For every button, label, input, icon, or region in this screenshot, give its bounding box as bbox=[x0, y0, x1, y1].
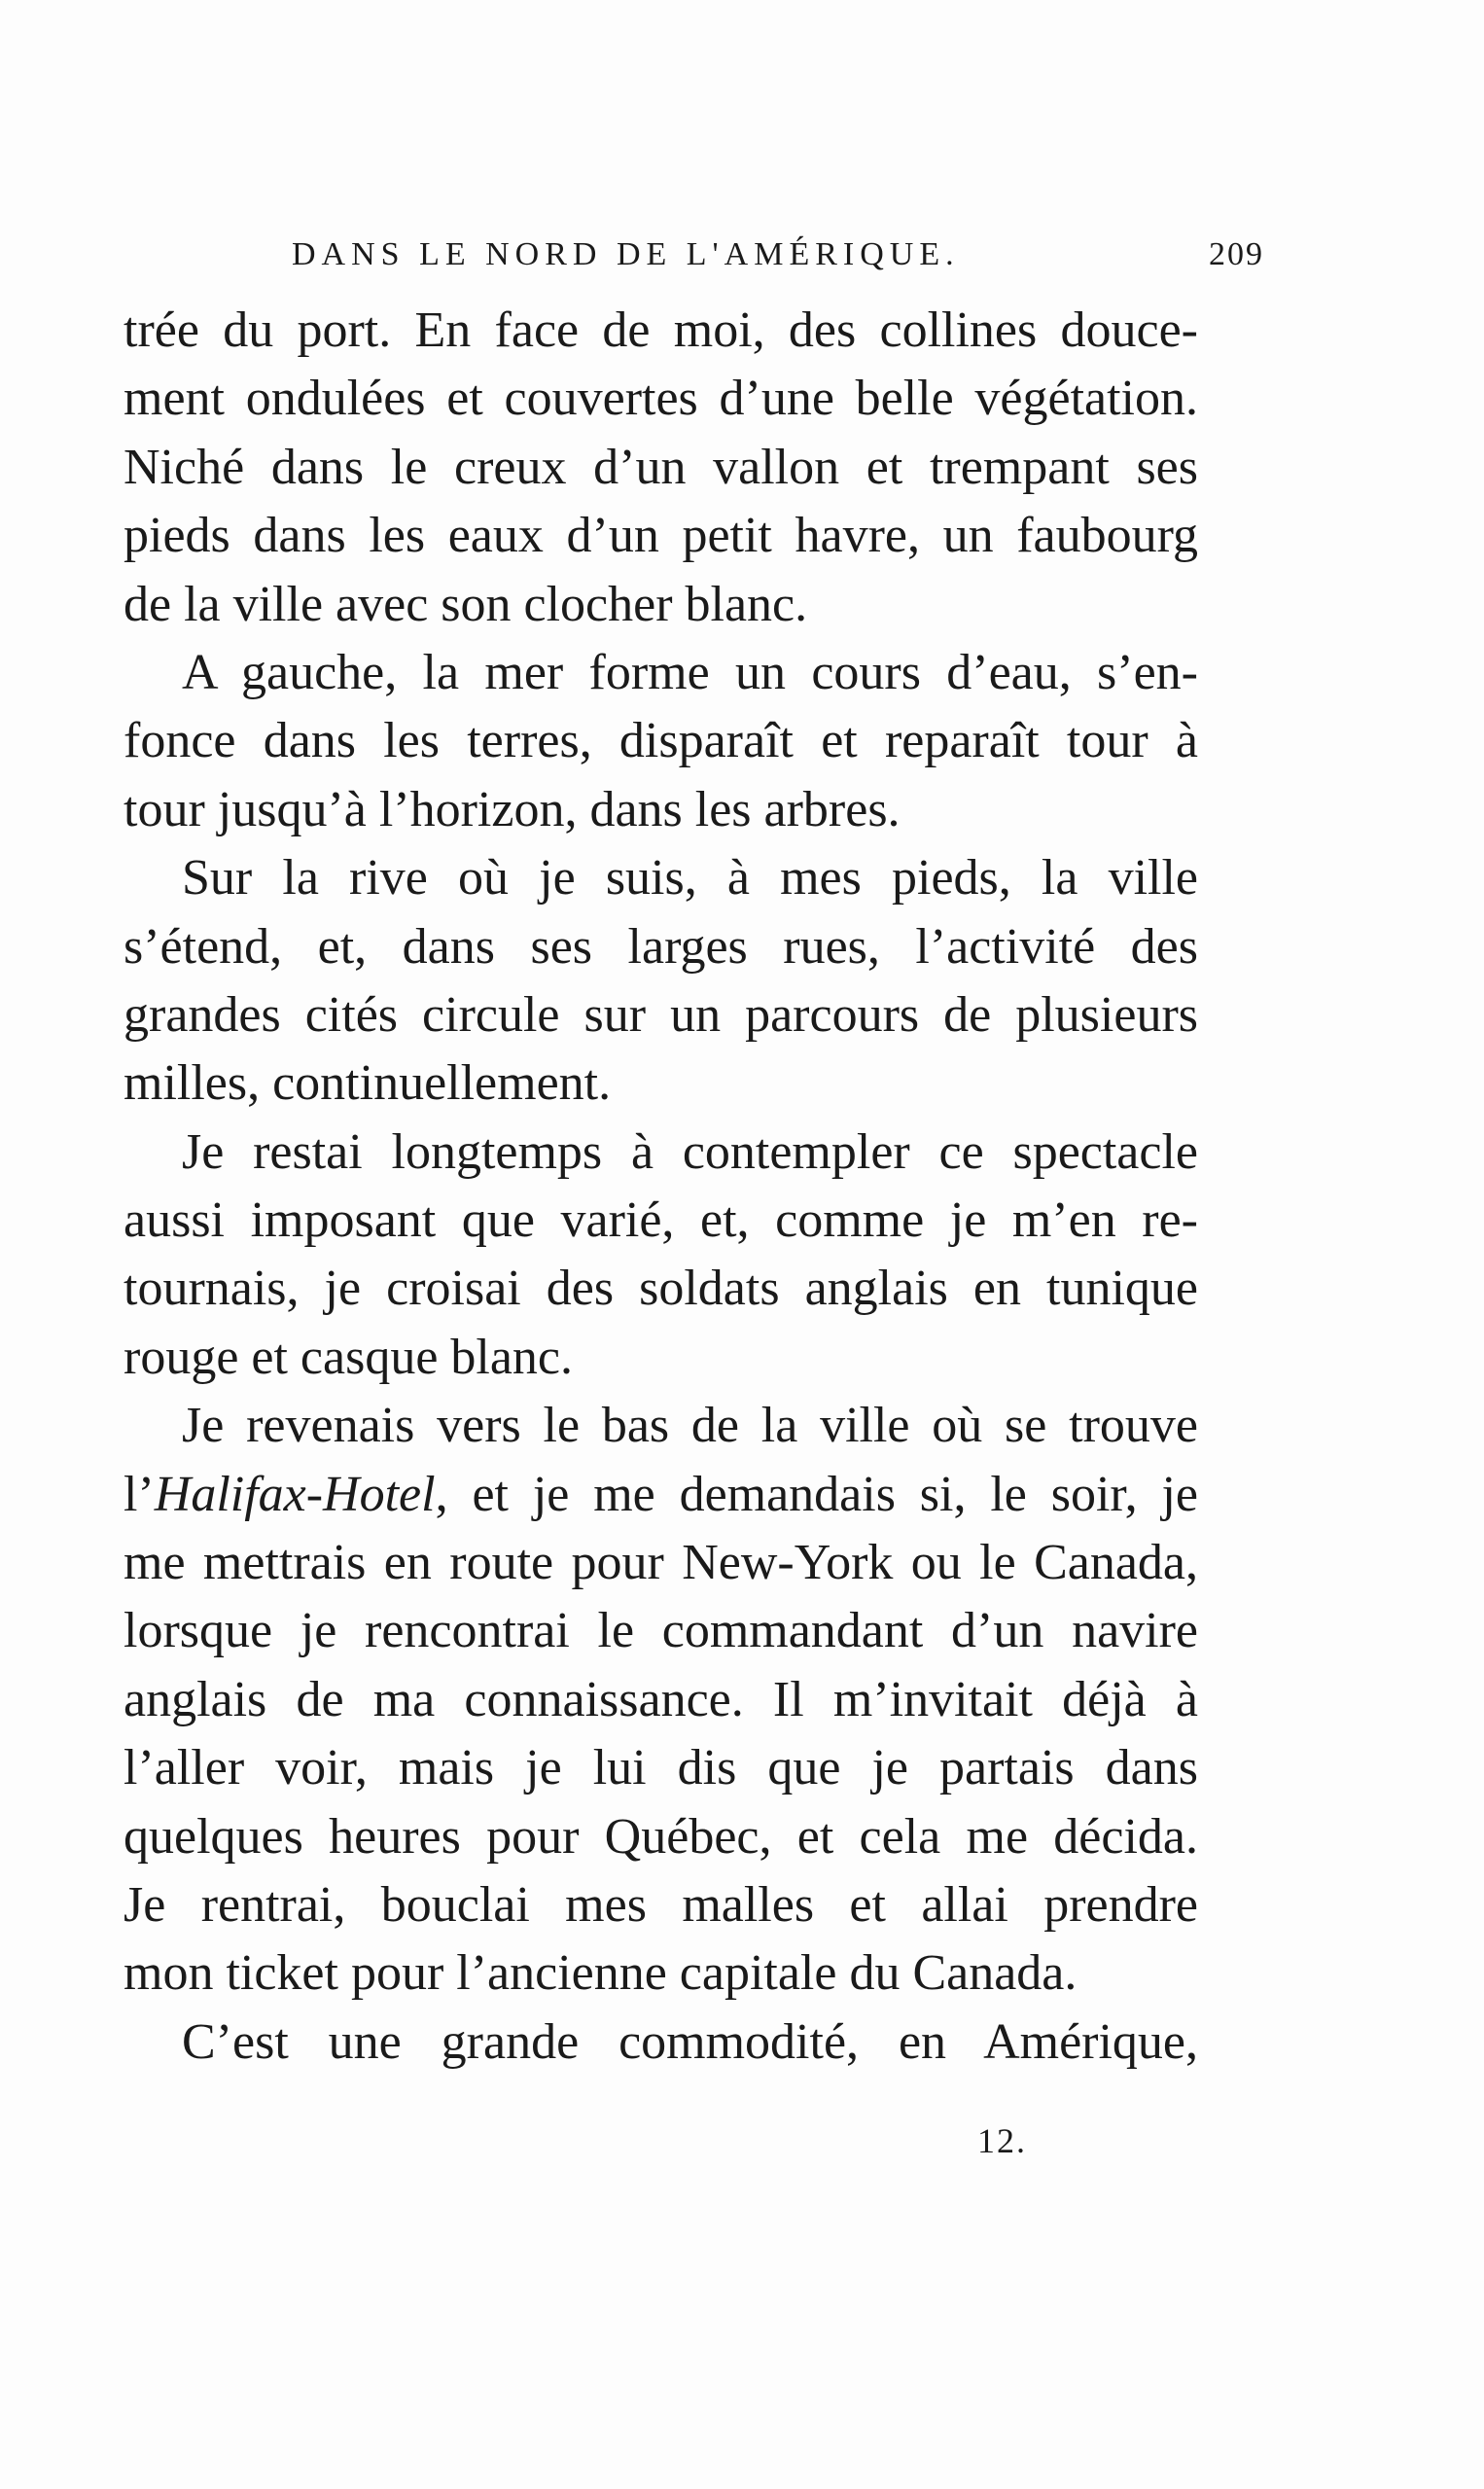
text-line: C’est une grande commodité, en Amérique, bbox=[182, 2013, 1198, 2070]
text-line: anglais de ma connaissance. Il m’invitait déjà à bbox=[124, 1671, 1198, 1727]
text-line: mon ticket pour l’ancienne capitale du Canada. bbox=[124, 1945, 1078, 2002]
text-line: Sur la rive où je suis, à mes pieds, la ville bbox=[182, 850, 1198, 907]
text-line: me mettrais en route pour New-York ou le Canada, bbox=[124, 1535, 1198, 1591]
running-title: DANS LE NORD DE L'AMÉRIQUE. bbox=[292, 236, 960, 272]
text-line: tournais, je croisai des soldats anglais en tunique bbox=[124, 1261, 1198, 1317]
text-line: fonce dans les terres, disparaît et reparaît tour à bbox=[124, 713, 1198, 769]
text-line: lorsque je rencontrai le commandant d’un navire bbox=[124, 1603, 1198, 1659]
text-line: l’aller voir, mais je lui dis que je partais dans bbox=[124, 1740, 1198, 1796]
page-number: 209 bbox=[1209, 236, 1264, 272]
running-head bbox=[292, 226, 1264, 284]
text-line: aussi imposant que varié, et, comme je m’en re- bbox=[124, 1192, 1198, 1249]
text-line: milles, continuellement. bbox=[124, 1055, 612, 1112]
text-line: quelques heures pour Québec, et cela me décida. bbox=[124, 1808, 1198, 1865]
text-fragment: l’ bbox=[124, 1466, 155, 1522]
text-line: grandes cités circule sur un parcours de plusieurs bbox=[124, 986, 1198, 1043]
text-line: Je revenais vers le bas de la ville où se trouve bbox=[182, 1398, 1198, 1454]
text-line: de la ville avec son clocher blanc. bbox=[124, 576, 808, 632]
text-line: pieds dans les eaux d’un petit havre, un faubourg bbox=[124, 508, 1198, 564]
text-line: Je restai longtemps à contempler ce spectacle bbox=[182, 1123, 1198, 1180]
signature-mark: 12. bbox=[977, 2121, 1027, 2160]
text-line-halifax bbox=[124, 1461, 1198, 1529]
text-line: trée du port. En face de moi, des collines douce- bbox=[124, 302, 1198, 358]
text-line: Je rentrai, bouclai mes malles et allai prendre bbox=[124, 1876, 1198, 1933]
hotel-name: Halifax-Hotel bbox=[154, 1466, 436, 1522]
text-line: rouge et casque blanc. bbox=[124, 1329, 574, 1385]
text-line: ment ondulées et couvertes d’une belle végétation. bbox=[124, 371, 1198, 427]
body-text bbox=[124, 297, 1198, 2077]
text-line: s’étend, et, dans ses larges rues, l’activité des bbox=[124, 918, 1198, 975]
text-line: A gauche, la mer forme un cours d’eau, s’en- bbox=[182, 644, 1198, 700]
text-line: tour jusqu’à l’horizon, dans les arbres. bbox=[124, 781, 901, 837]
text-line: Niché dans le creux d’un vallon et trempant ses bbox=[124, 439, 1198, 495]
text-fragment: , et je me demandais si, le soir, je bbox=[435, 1466, 1198, 1522]
